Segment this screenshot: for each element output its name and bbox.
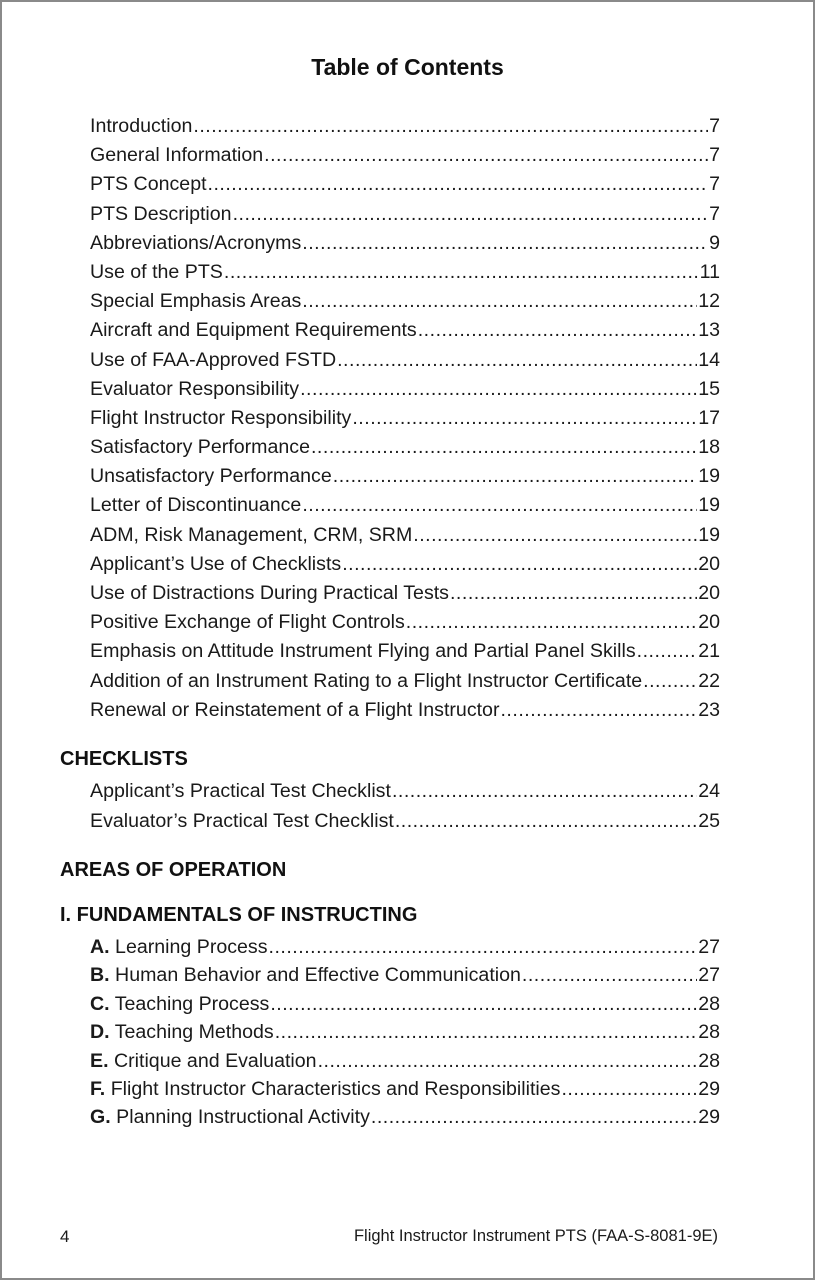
- toc-entry-label: Aircraft and Equipment Requirements: [90, 319, 417, 342]
- toc-entry[interactable]: [90, 407, 720, 436]
- toc-entry-text: Learning Process: [115, 936, 268, 958]
- dot-leader: [643, 670, 697, 693]
- toc-entry-label: Use of the PTS: [90, 260, 223, 283]
- dot-leader: [311, 436, 697, 459]
- toc-entry[interactable]: [90, 524, 720, 553]
- toc-checklists-list: [90, 780, 720, 839]
- toc-entry-label: PTS Description: [90, 202, 232, 225]
- toc-entry-letter: C.: [90, 992, 110, 1015]
- dot-leader: [264, 144, 708, 167]
- toc-entry-page-number: 19: [698, 494, 720, 517]
- toc-entry[interactable]: [90, 611, 720, 640]
- toc-entry-page-number: 19: [698, 465, 720, 488]
- toc-entry-page-number: 20: [698, 582, 720, 604]
- toc-entry-page-number: 12: [698, 290, 720, 313]
- toc-entry-page-number: 27: [698, 936, 720, 958]
- toc-entry-page-number: 29: [698, 1106, 720, 1129]
- toc-entry[interactable]: [90, 1021, 720, 1049]
- dot-leader: [337, 349, 697, 372]
- toc-entry[interactable]: [90, 436, 720, 465]
- toc-entry-label: Applicant’s Use of Checklists: [90, 552, 342, 575]
- toc-entry-page-number: 27: [698, 964, 720, 987]
- toc-entry-label: Evaluator’s Practical Test Checklist: [90, 809, 394, 832]
- toc-entry-label: Unsatisfactory Performance: [90, 465, 332, 488]
- fundamentals-heading: I. FUNDAMENTALS OF INSTRUCTING: [60, 904, 418, 926]
- toc-entry-text: Flight Instructor Characteristics and Responsibilities: [110, 1077, 561, 1100]
- toc-entry-label: Evaluator Responsibility: [90, 377, 300, 400]
- toc-entry[interactable]: [90, 993, 720, 1021]
- toc-entry-label: Special Emphasis Areas: [90, 290, 302, 313]
- toc-entry-page-number: 29: [698, 1077, 720, 1100]
- toc-entry[interactable]: [90, 582, 720, 611]
- dot-leader: [418, 319, 697, 342]
- toc-entry-page-number: 14: [698, 348, 720, 371]
- toc-entry-label: Satisfactory Performance: [90, 436, 310, 459]
- toc-entry[interactable]: [90, 319, 720, 348]
- toc-entry-label: Use of Distractions During Practical Tests: [90, 582, 449, 604]
- toc-entry-label: Introduction: [90, 115, 193, 137]
- dot-leader: [406, 611, 697, 634]
- toc-entry-text: Teaching Process: [114, 992, 270, 1015]
- toc-entry-label: Renewal or Reinstatement of a Flight Instructor: [90, 698, 500, 721]
- toc-entry-page-number: 18: [698, 436, 720, 459]
- toc-entry-label: [90, 1021, 274, 1044]
- toc-entry-label: [90, 993, 269, 1016]
- toc-entry[interactable]: [90, 1050, 720, 1078]
- toc-entry-label: Use of FAA-Approved FSTD: [90, 348, 337, 371]
- dot-leader: [269, 936, 698, 959]
- toc-entry[interactable]: [90, 203, 720, 232]
- checklists-heading: CHECKLISTS: [60, 748, 188, 770]
- toc-entry[interactable]: [90, 810, 720, 840]
- toc-entry-letter: E.: [90, 1049, 109, 1072]
- toc-entry-letter: A.: [90, 936, 110, 958]
- toc-entry[interactable]: [90, 494, 720, 523]
- footer-page-number: 4: [60, 1227, 70, 1246]
- toc-entry-label: General Information: [90, 144, 264, 167]
- toc-entry-page-number: 25: [698, 809, 720, 832]
- toc-entry-label: Letter of Discontinuance: [90, 494, 302, 517]
- toc-entry-page-number: 7: [709, 115, 720, 137]
- toc-entry[interactable]: [90, 1078, 720, 1106]
- toc-fundamentals-list: [90, 936, 720, 1135]
- dot-leader: [193, 115, 708, 138]
- toc-entry-label: [90, 1050, 317, 1073]
- toc-entry-label: Positive Exchange of Flight Controls: [90, 611, 405, 634]
- toc-entry-page-number: 23: [698, 698, 720, 721]
- toc-entry-label: [90, 964, 521, 987]
- dot-leader: [561, 1078, 697, 1101]
- dot-leader: [300, 378, 697, 401]
- toc-entry-label: Applicant’s Practical Test Checklist: [90, 780, 391, 802]
- dot-leader: [233, 203, 709, 226]
- dot-leader: [522, 964, 697, 987]
- toc-entry[interactable]: [90, 232, 720, 261]
- dot-leader: [413, 524, 697, 547]
- toc-entry-page-number: 28: [698, 992, 720, 1015]
- toc-entry[interactable]: [90, 290, 720, 319]
- dot-leader: [500, 699, 697, 722]
- toc-entry-page-number: 24: [698, 780, 720, 802]
- toc-entry[interactable]: [90, 115, 720, 144]
- toc-entry-letter: D.: [90, 1021, 110, 1044]
- dot-leader: [275, 1021, 697, 1044]
- dot-leader: [224, 261, 699, 284]
- toc-entry-label: PTS Concept: [90, 173, 207, 196]
- toc-entry[interactable]: [90, 349, 720, 378]
- dot-leader: [371, 1106, 697, 1129]
- toc-entry-letter: G.: [90, 1106, 111, 1129]
- toc-entry-page-number: 15: [698, 377, 720, 400]
- dot-leader: [392, 780, 697, 803]
- toc-entry[interactable]: [90, 144, 720, 173]
- toc-entry-page-number: 11: [699, 260, 720, 283]
- toc-entry-page-number: 20: [698, 611, 720, 634]
- toc-entry-page-number: 17: [698, 406, 720, 429]
- toc-entry-letter: B.: [90, 964, 110, 987]
- dot-leader: [208, 173, 709, 196]
- dot-leader: [342, 553, 697, 576]
- dot-leader: [395, 810, 697, 833]
- toc-entry-label: Emphasis on Attitude Instrument Flying and Partial Panel Skills: [90, 640, 636, 663]
- toc-entry-label: Flight Instructor Responsibility: [90, 406, 352, 429]
- toc-entry-label: Abbreviations/Acronyms: [90, 231, 302, 254]
- toc-entry[interactable]: [90, 936, 720, 964]
- toc-entry-text: Planning Instructional Activity: [116, 1106, 370, 1129]
- toc-entry-text: Human Behavior and Effective Communication: [115, 964, 521, 987]
- toc-entry-text: Teaching Methods: [114, 1021, 274, 1044]
- toc-entry-letter: F.: [90, 1077, 106, 1100]
- toc-entry-page-number: 19: [698, 523, 720, 546]
- toc-entry-label: [90, 1106, 370, 1129]
- toc-entry[interactable]: [90, 173, 720, 202]
- toc-entry-label: [90, 936, 268, 959]
- toc-entry[interactable]: [90, 699, 720, 728]
- footer-document-title: Flight Instructor Instrument PTS (FAA-S-8081-9E): [353, 1227, 718, 1245]
- toc-entry-label: [90, 1078, 560, 1101]
- toc-entry-page-number: 13: [698, 319, 720, 342]
- toc-entry-page-number: 28: [698, 1021, 720, 1044]
- toc-entry-page-number: 28: [698, 1049, 720, 1072]
- toc-entry-label: ADM, Risk Management, CRM, SRM: [90, 523, 413, 546]
- dot-leader: [302, 232, 708, 255]
- page-title: Table of Contents: [311, 54, 504, 80]
- dot-leader: [318, 1050, 698, 1073]
- toc-entry-text: Critique and Evaluation: [113, 1049, 317, 1072]
- areas-of-operation-heading: AREAS OF OPERATION: [60, 859, 287, 881]
- toc-entry-label: Addition of an Instrument Rating to a Flight Instructor Certificate: [90, 669, 643, 692]
- dot-leader: [450, 582, 697, 605]
- dot-leader: [333, 465, 697, 488]
- toc-entry[interactable]: [90, 964, 720, 992]
- toc-entry-page-number: 7: [709, 173, 720, 196]
- toc-entry[interactable]: [90, 378, 720, 407]
- toc-entry[interactable]: [90, 1106, 720, 1134]
- toc-entry[interactable]: [90, 640, 720, 669]
- toc-entry-page-number: 7: [709, 202, 720, 225]
- toc-entry[interactable]: [90, 670, 720, 699]
- toc-entry-page-number: 22: [698, 669, 720, 692]
- dot-leader: [302, 290, 697, 313]
- toc-general-list: [90, 115, 720, 728]
- dot-leader: [270, 993, 697, 1016]
- toc-entry[interactable]: [90, 261, 720, 290]
- toc-entry-page-number: 9: [709, 231, 720, 254]
- dot-leader: [352, 407, 697, 430]
- toc-entry-page-number: 7: [709, 144, 720, 167]
- toc-entry-page-number: 21: [698, 640, 720, 663]
- toc-entry[interactable]: [90, 780, 720, 810]
- toc-entry[interactable]: [90, 553, 720, 582]
- dot-leader: [302, 494, 697, 517]
- toc-entry[interactable]: [90, 465, 720, 494]
- dot-leader: [637, 640, 698, 663]
- toc-entry-page-number: 20: [698, 552, 720, 575]
